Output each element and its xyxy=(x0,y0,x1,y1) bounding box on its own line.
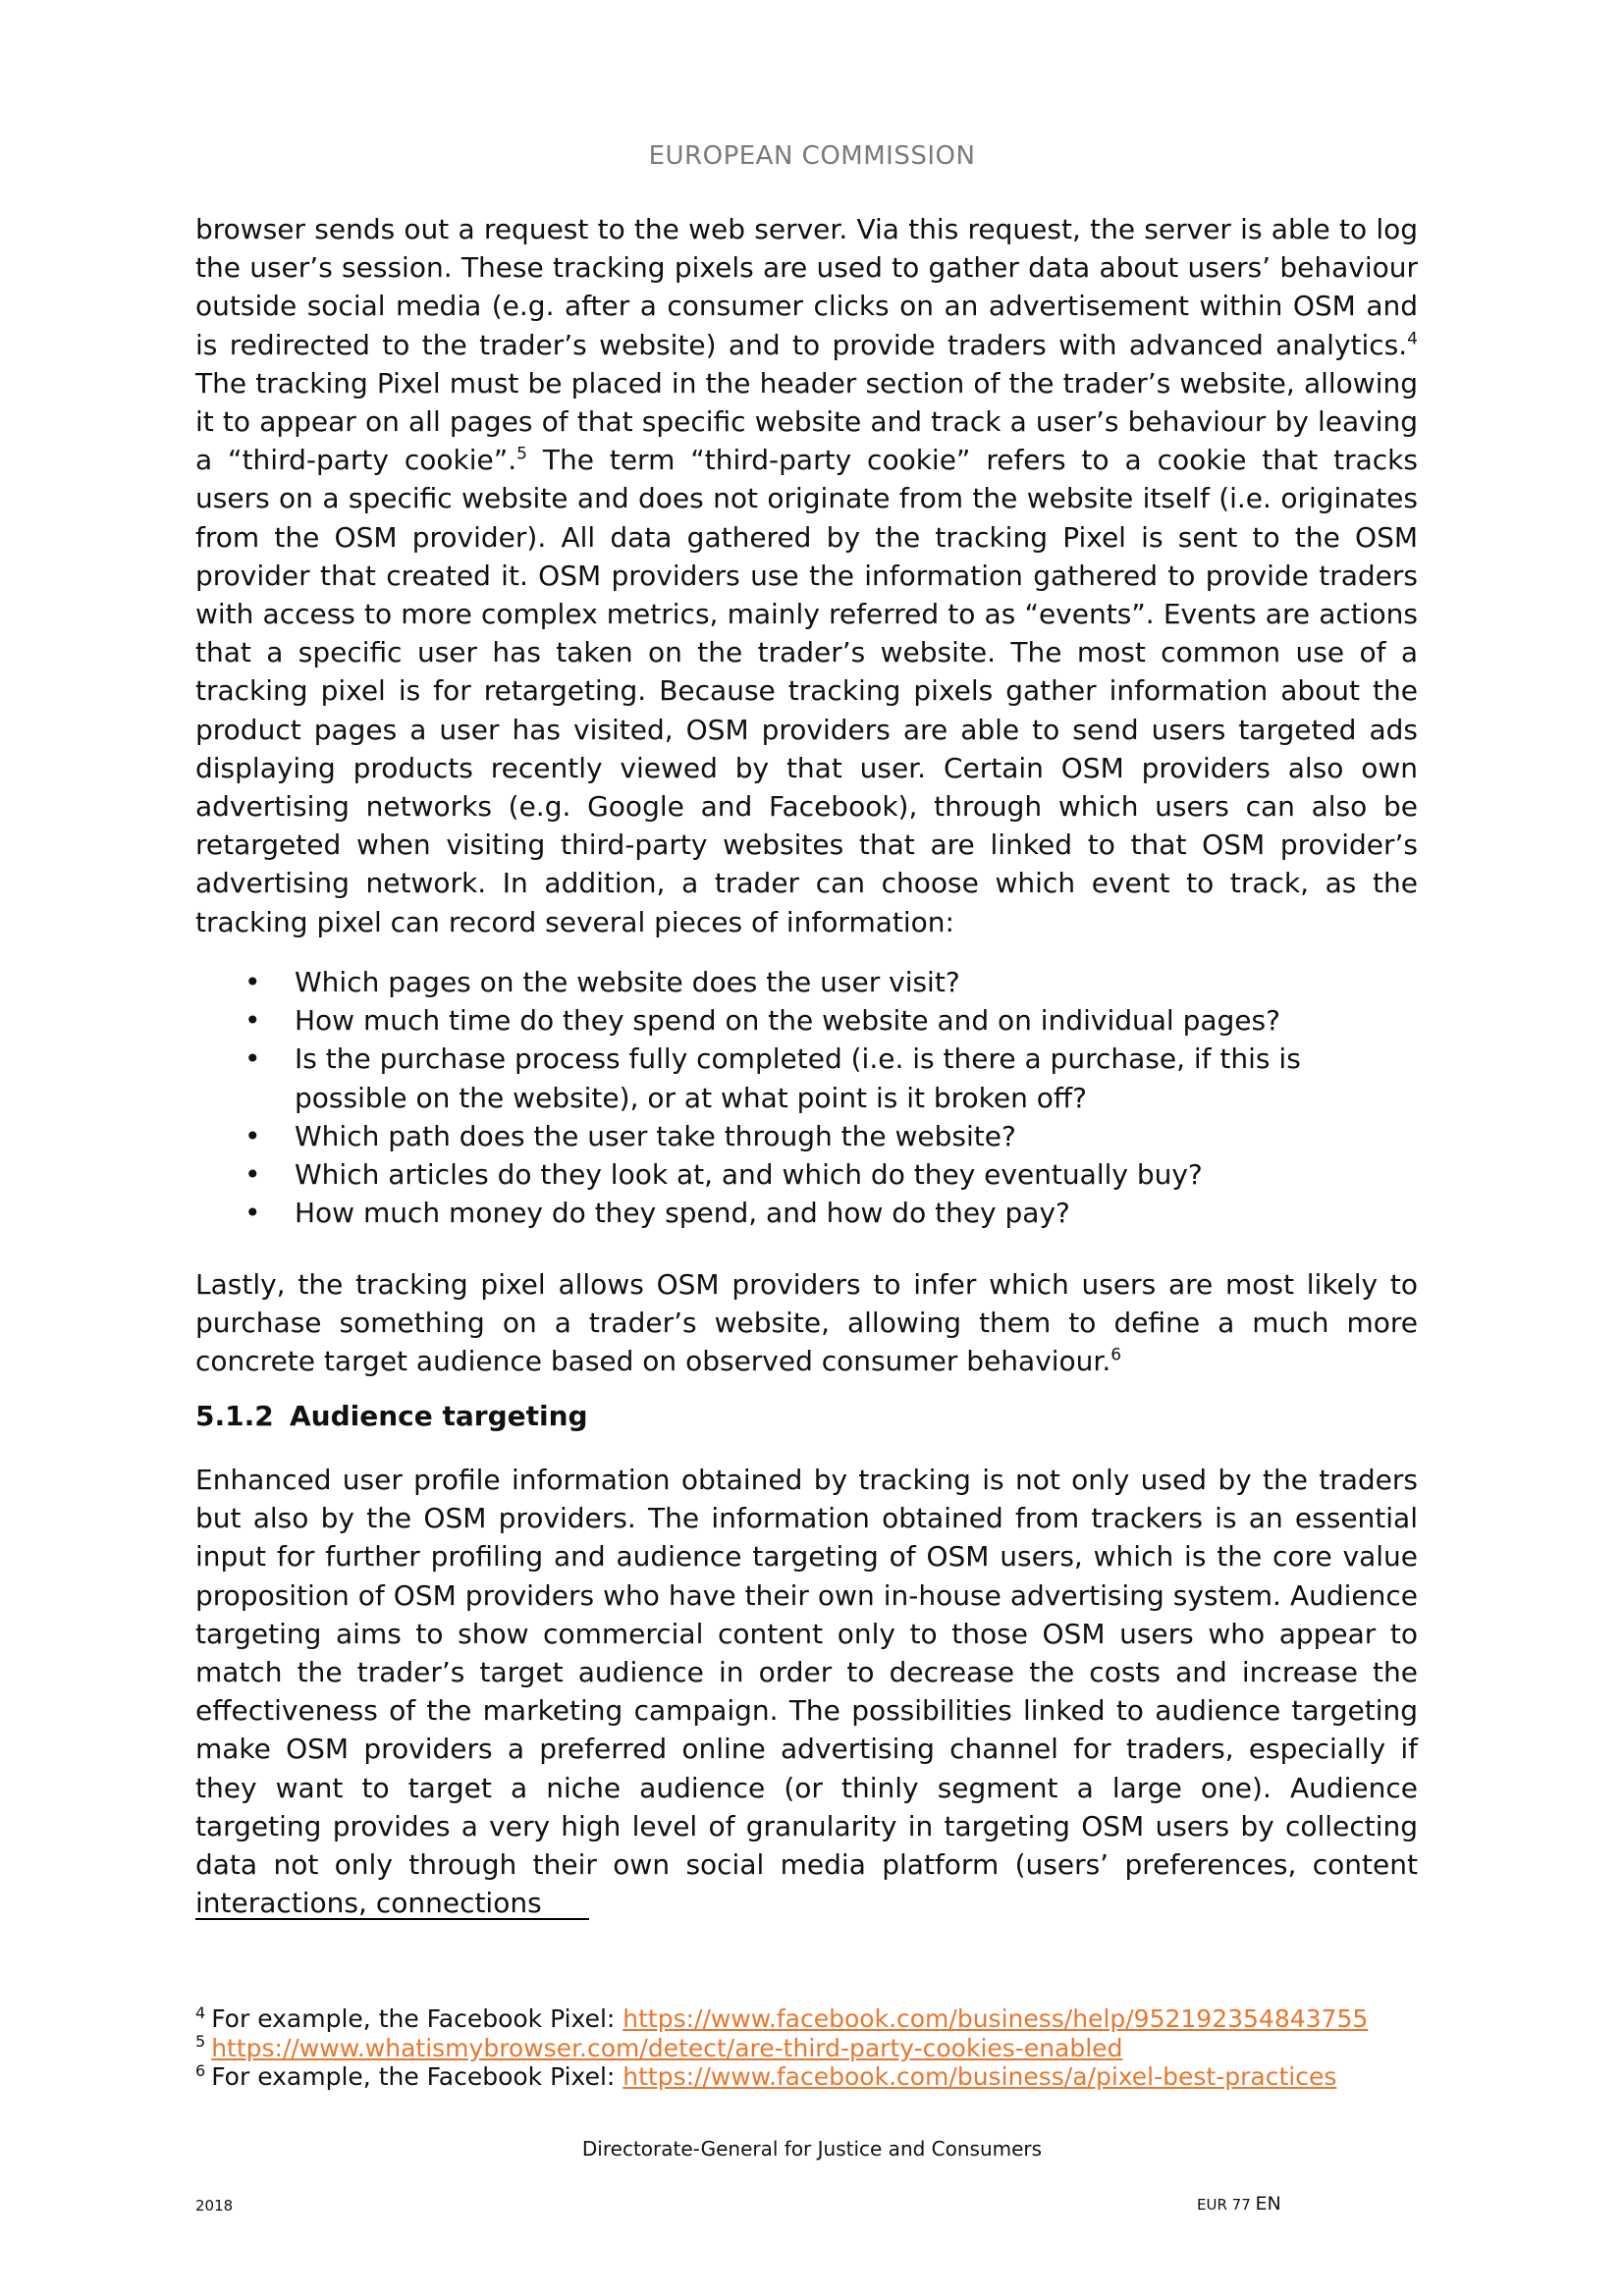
paragraph-tracking-pixels xyxy=(195,210,1418,941)
section-title: Audience targeting xyxy=(290,1400,588,1432)
footnote-ref-6[interactable]: 6 xyxy=(1110,1346,1122,1366)
bullet-icon: • xyxy=(244,1119,261,1152)
footer-directorate: Directorate-General for Justice and Consumers xyxy=(581,2137,1043,2161)
paragraph-text: browser sends out a request to the web server. Via this request, the server is able to log the user’s session. These tracking pixels are used to gather data about users’ behaviour outside social media (e.g. after a consumer clicks on an advertisement within OSM and is redirected to the trader’s website) and to provide traders with advanced analytics. xyxy=(195,213,1418,361)
footnote-link[interactable]: https://www.facebook.com/business/a/pixel-best-practices xyxy=(623,2062,1337,2091)
list-item-text: Which path does the user take through the website? xyxy=(295,1119,1016,1152)
list-item xyxy=(195,1155,1418,1194)
footnote-number: 5 xyxy=(195,2032,206,2052)
list-item-text: Is the purchase process fully completed (i.e. is there a purchase, if this is possible on the website), or at what point is it broken off? xyxy=(295,1042,1301,1114)
bullet-icon: • xyxy=(244,1004,261,1038)
list-item xyxy=(195,1001,1418,1040)
footnote-ref-4[interactable]: 4 xyxy=(1407,329,1418,349)
section-number: 5.1.2 xyxy=(195,1400,274,1432)
footnote-5 xyxy=(195,2034,1433,2063)
footer-code-prefix: EUR 77 xyxy=(1197,2196,1251,2214)
paragraph-text: The term “third-party cookie” refers to a cookie that tracks users on a specific website and does not originate from the website itself (i.e. originates from the OSM provider). All data gathered by the tracking Pixel is sent to the OSM provider that created it. OSM providers use the information gathered to provide traders with access to more complex metrics, mainly referred to as “events”. Events are actions that a specific user has taken on the trader’s website. The most common use of a tracking pixel is for retargeting. Because tracking pixels gather information about the product pages a user has visited, OSM providers are able to send users targeted ads displaying products recently viewed by that user. Certain OSM providers also own advertising networks (e.g. Google and Facebook), through which users can also be retargeted when visiting third-party websites that are linked to that OSM provider’s advertising network. In addition, a trader can choose which event to track, as the tracking pixel can record several pieces of information: xyxy=(195,444,1418,938)
footnote-ref-5[interactable]: 5 xyxy=(516,444,527,464)
bullet-list xyxy=(195,963,1418,1232)
list-item xyxy=(195,963,1418,1001)
list-item-text: How much money do they spend, and how do they pay? xyxy=(295,1197,1070,1230)
page-header: EUROPEAN COMMISSION xyxy=(648,141,976,171)
list-item-text: Which pages on the website does the user visit? xyxy=(295,966,960,998)
paragraph-audience-targeting xyxy=(195,1461,1418,1922)
footnote-6 xyxy=(195,2062,1433,2092)
footnote-number: 6 xyxy=(195,2060,206,2080)
list-item-text: How much time do they spend on the website and on individual pages? xyxy=(295,1004,1280,1038)
list-item xyxy=(195,1040,1418,1116)
paragraph-text: The tracking Pixel must be placed in the header section of the trader’s website, allowing it to appear on all pages of that specific website and track a user’s behaviour by leaving a “third-party cookie”. xyxy=(195,366,1418,477)
footnote-link[interactable]: https://www.facebook.com/business/help/952192354843755 xyxy=(623,2004,1369,2033)
section-heading xyxy=(195,1400,588,1432)
list-item-text: Which articles do they look at, and which do they eventually buy? xyxy=(295,1158,1203,1192)
footnote-link[interactable]: https://www.whatismybrowser.com/detect/are-third-party-cookies-enabled xyxy=(211,2033,1123,2062)
bullet-icon: • xyxy=(244,1197,261,1230)
bullet-icon: • xyxy=(244,966,261,998)
paragraph-text: Enhanced user profile information obtained by tracking is not only used by the traders but also by the OSM providers. The information obtained from trackers is an essential input for further profiling and audience targeting of OSM users, which is the core value proposition of OSM providers who have their own in-house advertising system. Audience targeting aims to show commercial content only to those OSM users who appear to match the trader’s target audience in order to decrease the costs and increase the effectiveness of the marketing campaign. The possibilities linked to audience targeting make OSM providers a preferred online advertising channel for traders, especially if they want to target a niche audience (or thinly segment a large one). Audience targeting provides a very high level of granularity in targeting OSM users by collecting data not only through their own social media platform (users’ preferences, content interactions, connections xyxy=(195,1464,1418,1920)
list-item xyxy=(195,1117,1418,1155)
list-item xyxy=(195,1194,1418,1232)
footnote-text: For example, the Facebook Pixel: xyxy=(211,2062,623,2091)
paragraph-text: Lastly, the tracking pixel allows OSM providers to infer which users are most likely to purchase something on a trader’s website, allowing them to define a much more concrete target audience based on observed consumer behaviour. xyxy=(195,1268,1418,1378)
bullet-icon: • xyxy=(244,1158,261,1192)
footnote-divider xyxy=(195,1918,589,1920)
footnotes xyxy=(195,2004,1433,2092)
footnote-text: For example, the Facebook Pixel: xyxy=(211,2004,623,2033)
footer-language: EN xyxy=(1255,2193,1281,2215)
footer-year: 2018 xyxy=(195,2197,234,2215)
bullet-icon: • xyxy=(244,1042,261,1076)
footnote-number: 4 xyxy=(195,2002,206,2022)
footnote-4 xyxy=(195,2004,1433,2034)
paragraph-lastly xyxy=(195,1265,1418,1381)
footer-document-code xyxy=(1197,2193,1281,2215)
